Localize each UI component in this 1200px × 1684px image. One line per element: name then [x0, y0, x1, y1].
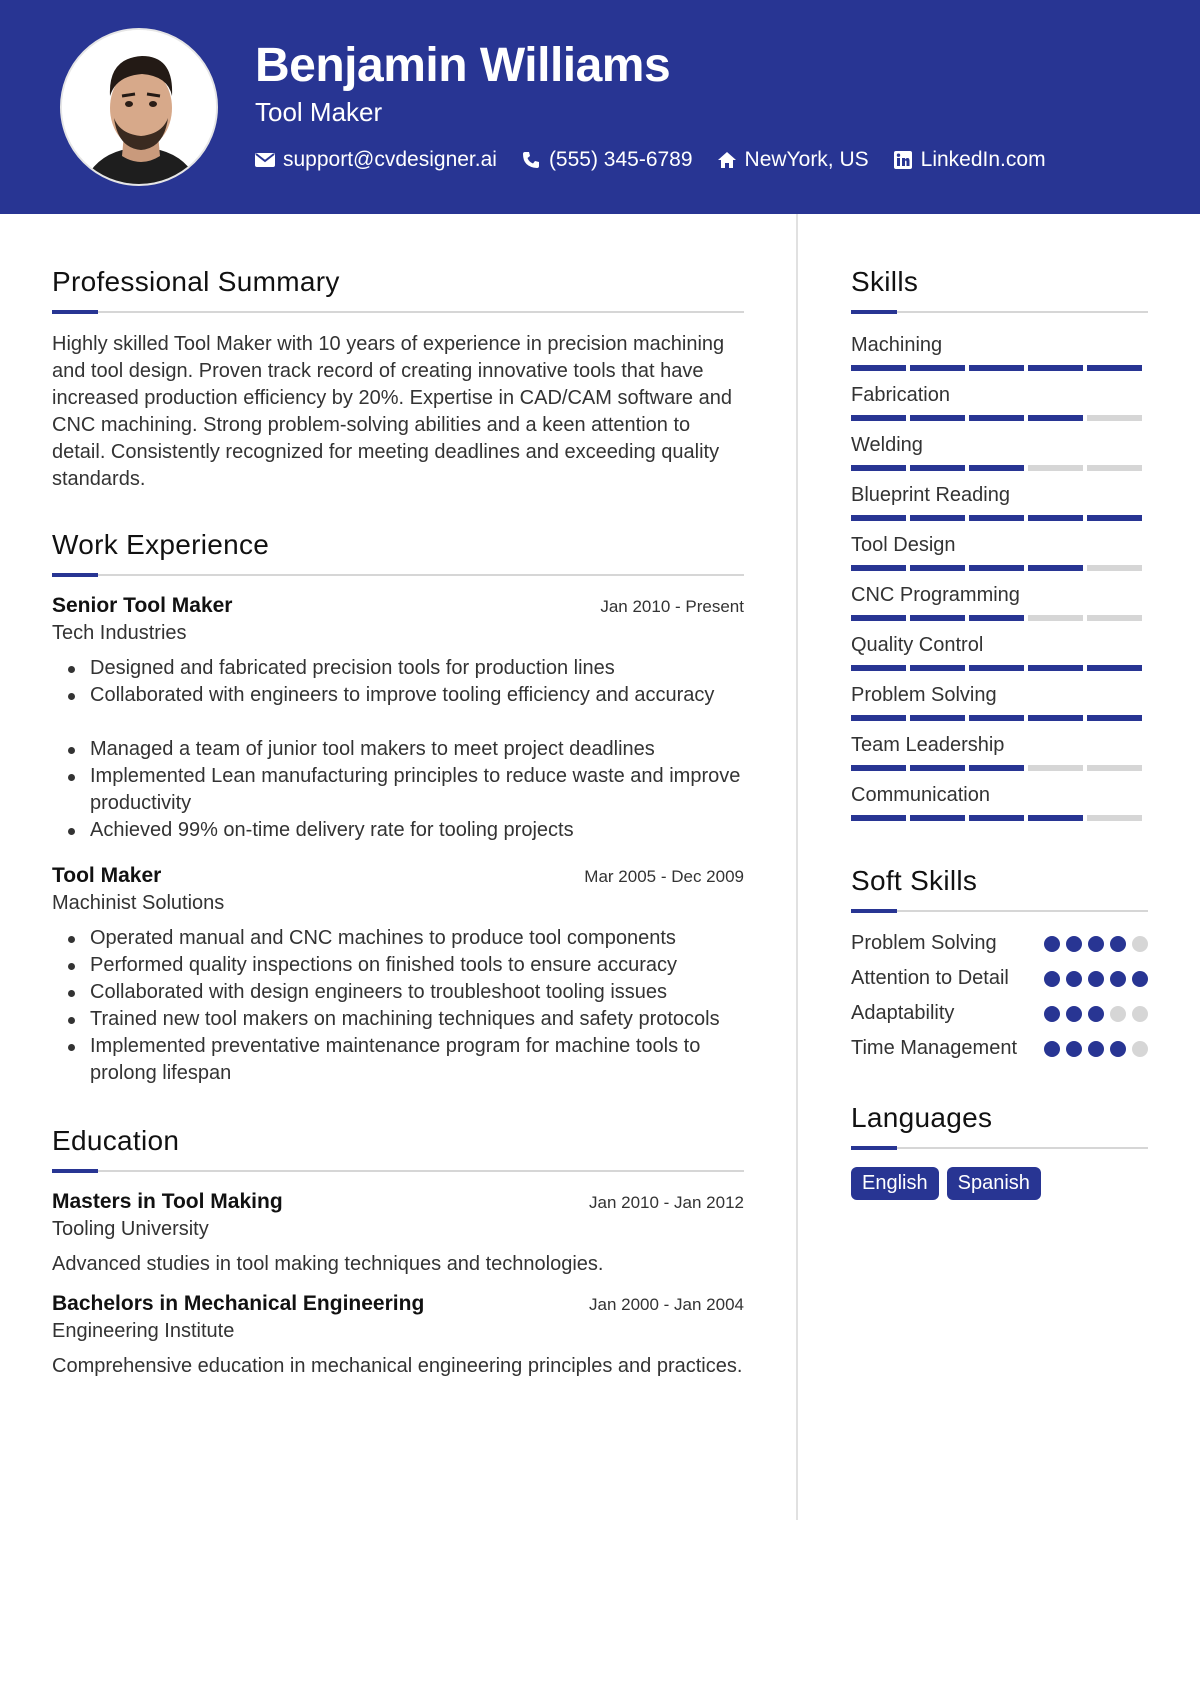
rating-dot	[1088, 936, 1104, 952]
contact-bar	[255, 148, 1046, 172]
rating-dot	[1066, 936, 1082, 952]
skill-level-segment	[1087, 515, 1142, 521]
rating-dot	[1044, 1006, 1060, 1022]
skill-level-segment	[851, 615, 906, 621]
experience-section	[52, 529, 744, 1087]
rating-dot	[1066, 1006, 1082, 1022]
skill-level-segment	[1087, 765, 1142, 771]
skill-level-segment	[1087, 815, 1142, 821]
rating-dot	[1110, 971, 1126, 987]
education-date: Jan 2000 - Jan 2004	[588, 1295, 744, 1314]
skill-level-segment	[851, 765, 906, 771]
section-rule	[851, 909, 1148, 912]
language-tag: Spanish	[947, 1167, 1041, 1200]
skill-level-segment	[910, 465, 965, 471]
main-column	[52, 266, 744, 1380]
skill-level-segment	[1087, 665, 1142, 671]
soft-skill-item	[851, 1035, 1148, 1062]
languages-section	[851, 1102, 1148, 1200]
bullet-item: Achieved 99% on-time delivery rate for tooling projects	[52, 817, 744, 844]
soft-skill-rating	[1044, 1006, 1148, 1022]
skill-level-segment	[1087, 615, 1142, 621]
skill-level-segment	[1028, 565, 1083, 571]
skills-section	[851, 266, 1148, 831]
candidate-title: Tool Maker	[255, 97, 383, 127]
job-company: Tech Industries	[52, 622, 187, 644]
bullet-item: Implemented preventative maintenance program for machine tools to prolong lifespan	[52, 1033, 744, 1087]
skill-item	[851, 481, 1148, 531]
skill-level-segment	[969, 765, 1024, 771]
skill-item	[851, 631, 1148, 681]
skill-level-segment	[851, 565, 906, 571]
skill-level-segment	[969, 515, 1024, 521]
job-bullets	[52, 655, 744, 709]
contact-email-text: support@cvdesigner.ai	[283, 148, 497, 171]
skill-level-segment	[1087, 365, 1142, 371]
section-rule	[851, 310, 1148, 313]
section-title-summary: Professional Summary	[52, 266, 340, 297]
skill-level-segment	[969, 715, 1024, 721]
skill-level-segment	[851, 815, 906, 821]
skill-level-segment	[910, 665, 965, 671]
skill-level-segment	[969, 815, 1024, 821]
skill-level-segment	[1028, 415, 1083, 421]
contact-location	[717, 148, 869, 172]
rating-dot	[1044, 1041, 1060, 1057]
education-description: Advanced studies in tool making techniques and technologies.	[52, 1253, 604, 1275]
skill-level-segment	[851, 715, 906, 721]
contact-phone-text: (555) 345-6789	[548, 148, 693, 171]
rating-dot	[1110, 1006, 1126, 1022]
degree-name: Masters in Tool Making	[52, 1190, 283, 1213]
skill-level-segment	[851, 465, 906, 471]
contact-email[interactable]	[255, 148, 497, 172]
skill-name: Blueprint Reading	[851, 484, 1010, 506]
summary-text: Highly skilled Tool Maker with 10 years of experience in precision machining and tool design. Proven track record of creating innovative tools that have increased production efficiency by 20%. Expertise in CAD/CAM software and CNC machining. Strong problem-solving abilities and a keen attention to detail. Consistently recognized for meeting deadlines and exceeding quality standards.	[52, 333, 732, 490]
section-rule	[52, 310, 744, 313]
skill-level-segment	[969, 415, 1024, 421]
education-date: Jan 2010 - Jan 2012	[588, 1193, 744, 1212]
skill-level-bar	[851, 565, 1148, 571]
section-rule	[851, 1146, 1148, 1149]
contact-location-text: NewYork, US	[744, 148, 869, 171]
skill-level-segment	[910, 765, 965, 771]
linkedin-icon	[893, 150, 913, 170]
job-role: Tool Maker	[52, 864, 162, 887]
skill-name: Tool Design	[851, 534, 956, 556]
skill-level-segment	[851, 515, 906, 521]
skill-name: Problem Solving	[851, 684, 997, 706]
rating-dot	[1132, 1006, 1148, 1022]
skill-level-segment	[1028, 715, 1083, 721]
soft-skill-rating	[1044, 936, 1148, 952]
envelope-icon	[255, 150, 275, 170]
job-company: Machinist Solutions	[52, 892, 225, 914]
language-tags	[851, 1167, 1148, 1200]
section-title-education: Education	[52, 1125, 180, 1156]
skill-level-segment	[1028, 615, 1083, 621]
bullet-item: Operated manual and CNC machines to produce tool components	[52, 925, 744, 952]
bullet-item: Managed a team of junior tool makers to meet project deadlines	[52, 736, 744, 763]
skill-level-segment	[969, 665, 1024, 671]
person-portrait-icon	[62, 30, 218, 186]
home-icon	[717, 150, 737, 170]
skill-item	[851, 531, 1148, 581]
skill-item	[851, 731, 1148, 781]
rating-dot	[1132, 971, 1148, 987]
skill-level-segment	[1028, 665, 1083, 671]
soft-skill-name: Problem Solving	[851, 932, 997, 954]
contact-linkedin[interactable]	[893, 148, 1046, 172]
job-role: Senior Tool Maker	[52, 594, 233, 617]
skill-level-segment	[910, 565, 965, 571]
soft-skill-name: Attention to Detail	[851, 967, 1009, 989]
bullet-item: Collaborated with engineers to improve tooling efficiency and accuracy	[52, 682, 744, 709]
job-date: Mar 2005 - Dec 2009	[584, 867, 744, 886]
job-bullets	[52, 736, 744, 844]
skill-level-segment	[969, 365, 1024, 371]
skill-level-segment	[910, 615, 965, 621]
rating-dot	[1088, 971, 1104, 987]
skill-name: Team Leadership	[851, 734, 1005, 756]
column-divider	[796, 214, 798, 1520]
skill-level-segment	[1028, 465, 1083, 471]
skill-level-segment	[969, 465, 1024, 471]
job-date: Jan 2010 - Present	[600, 597, 744, 616]
section-rule	[52, 1169, 744, 1172]
skill-level-segment	[1028, 815, 1083, 821]
contact-phone[interactable]	[521, 148, 693, 172]
skill-level-bar	[851, 665, 1148, 671]
soft-skills-section	[851, 865, 1148, 1062]
education-entry	[52, 1190, 744, 1278]
school-name: Engineering Institute	[52, 1320, 235, 1342]
soft-skill-rating	[1044, 1041, 1148, 1057]
skill-level-bar	[851, 715, 1148, 721]
skill-name: Quality Control	[851, 634, 984, 656]
skill-level-segment	[1028, 515, 1083, 521]
skill-level-segment	[851, 365, 906, 371]
bullet-item: Collaborated with design engineers to troubleshoot tooling issues	[52, 979, 744, 1006]
skill-level-segment	[851, 665, 906, 671]
section-rule	[52, 573, 744, 576]
soft-skill-name: Adaptability	[851, 1002, 955, 1024]
rating-dot	[1088, 1041, 1104, 1057]
soft-skill-name: Time Management	[851, 1037, 1017, 1059]
skill-name: CNC Programming	[851, 584, 1020, 606]
job-entry	[52, 594, 744, 844]
skill-level-segment	[1087, 715, 1142, 721]
section-title-skills: Skills	[851, 266, 919, 297]
skill-level-segment	[1028, 765, 1083, 771]
skill-level-segment	[910, 815, 965, 821]
skill-level-segment	[910, 415, 965, 421]
skill-level-segment	[1087, 565, 1142, 571]
skill-level-bar	[851, 515, 1148, 521]
skill-item	[851, 381, 1148, 431]
skill-item	[851, 581, 1148, 631]
bullet-item: Implemented Lean manufacturing principles to reduce waste and improve productivity	[52, 763, 744, 817]
rating-dot	[1088, 1006, 1104, 1022]
skill-level-segment	[969, 615, 1024, 621]
bullet-item: Trained new tool makers on machining techniques and safety protocols	[52, 1006, 744, 1033]
skill-name: Welding	[851, 434, 923, 456]
skill-level-segment	[969, 565, 1024, 571]
skill-item	[851, 681, 1148, 731]
phone-icon	[521, 150, 541, 170]
skill-level-bar	[851, 365, 1148, 371]
section-title-experience: Work Experience	[52, 529, 270, 560]
job-entry	[52, 864, 744, 1087]
skill-item	[851, 331, 1148, 381]
soft-skill-rating	[1044, 971, 1148, 987]
skill-level-bar	[851, 615, 1148, 621]
bullet-item: Designed and fabricated precision tools for production lines	[52, 655, 744, 682]
soft-skill-item	[851, 930, 1148, 957]
skill-level-segment	[910, 715, 965, 721]
language-tag: English	[851, 1167, 939, 1200]
soft-skills-list	[851, 930, 1148, 1062]
job-bullets	[52, 925, 744, 1087]
bullet-item: Performed quality inspections on finished tools to ensure accuracy	[52, 952, 744, 979]
skill-level-bar	[851, 415, 1148, 421]
skill-level-segment	[1028, 365, 1083, 371]
rating-dot	[1044, 971, 1060, 987]
soft-skill-item	[851, 1000, 1148, 1027]
rating-dot	[1066, 1041, 1082, 1057]
skills-list	[851, 331, 1148, 831]
contact-linkedin-text: LinkedIn.com	[920, 148, 1046, 171]
skill-name: Machining	[851, 334, 943, 356]
rating-dot	[1110, 936, 1126, 952]
summary-section	[52, 266, 744, 493]
skill-level-bar	[851, 765, 1148, 771]
education-description: Comprehensive education in mechanical engineering principles and practices.	[52, 1355, 743, 1377]
sidebar-column	[851, 266, 1148, 1200]
skill-level-bar	[851, 815, 1148, 821]
resume-header	[0, 0, 1200, 214]
candidate-name: Benjamin Williams	[255, 39, 671, 92]
section-title-languages: Languages	[851, 1102, 993, 1133]
education-section	[52, 1125, 744, 1380]
rating-dot	[1110, 1041, 1126, 1057]
profile-photo	[60, 28, 218, 186]
school-name: Tooling University	[52, 1218, 209, 1240]
skill-name: Fabrication	[851, 384, 950, 406]
rating-dot	[1066, 971, 1082, 987]
skill-name: Communication	[851, 784, 990, 806]
skill-level-segment	[910, 365, 965, 371]
degree-name: Bachelors in Mechanical Engineering	[52, 1292, 425, 1315]
education-entry	[52, 1292, 744, 1380]
soft-skill-item	[851, 965, 1148, 992]
skill-item	[851, 781, 1148, 831]
skill-level-segment	[1087, 465, 1142, 471]
skill-level-segment	[1087, 415, 1142, 421]
rating-dot	[1132, 1041, 1148, 1057]
skill-level-segment	[910, 515, 965, 521]
section-title-soft-skills: Soft Skills	[851, 865, 978, 896]
skill-item	[851, 431, 1148, 481]
rating-dot	[1044, 936, 1060, 952]
skill-level-segment	[851, 415, 906, 421]
rating-dot	[1132, 936, 1148, 952]
skill-level-bar	[851, 465, 1148, 471]
